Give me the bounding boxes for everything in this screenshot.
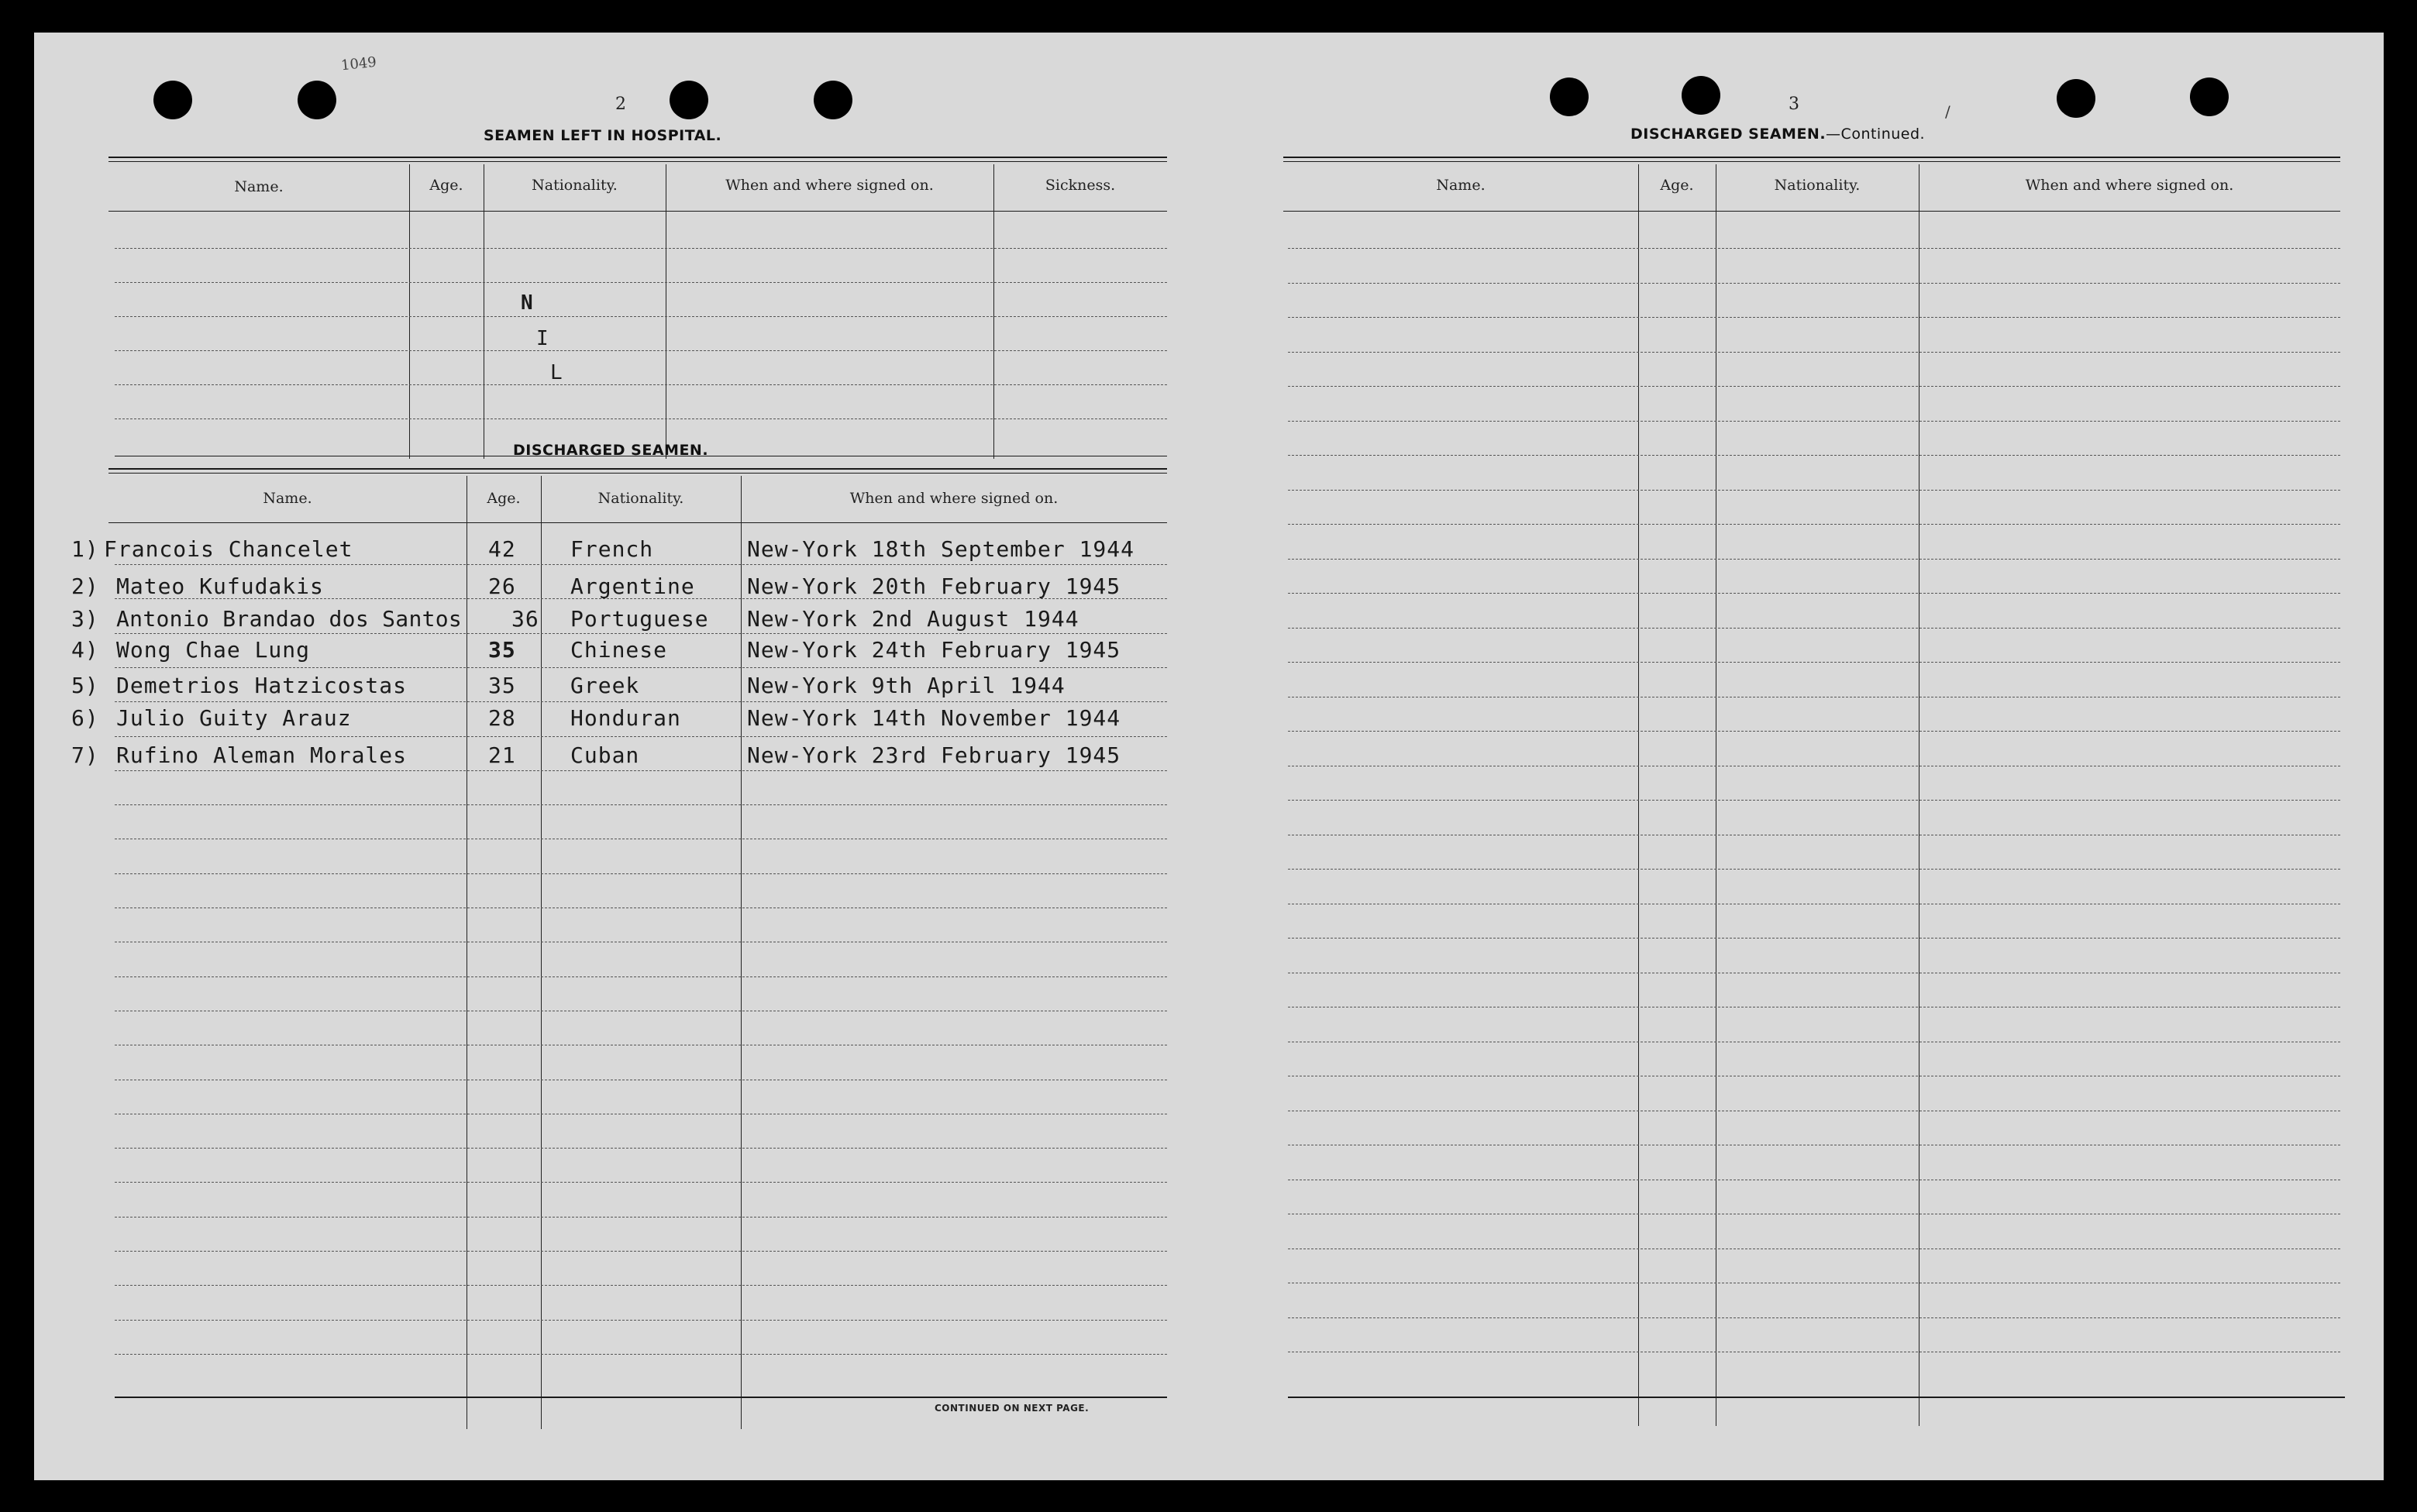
seaman-signed-on: New-York 2nd August 1944	[747, 606, 1079, 632]
entry-line	[1288, 869, 2340, 870]
entry-line	[1288, 1317, 2340, 1318]
discharged-header-nationality: Nationality.	[597, 490, 684, 507]
entry-line	[115, 564, 1167, 565]
hospital-header-nationality: Nationality.	[532, 177, 618, 194]
entry-line	[1288, 455, 2340, 456]
entry-line	[1288, 386, 2340, 387]
punch-hole	[814, 81, 852, 119]
entry-line	[1288, 938, 2340, 939]
seaman-nationality: Honduran	[570, 705, 681, 731]
seaman-nationality: Portuguese	[570, 606, 709, 632]
discharged-header-signed-on: When and where signed on.	[849, 490, 1059, 507]
discharged-top-rule-2	[108, 473, 1167, 474]
seaman-name: Julio Guity Arauz	[116, 705, 352, 731]
seaman-nationality: Greek	[570, 673, 640, 698]
hospital-entry-line	[115, 384, 1167, 385]
discharged-header-rule	[108, 522, 1167, 523]
right-header-age: Age.	[1660, 177, 1694, 194]
right-top-rule-2	[1283, 161, 2340, 162]
seaman-signed-on: New-York 14th November 1944	[747, 705, 1121, 731]
seaman-name: Rufino Aleman Morales	[116, 742, 408, 768]
tick-mark: /	[1945, 102, 1950, 121]
hospital-entry-line	[115, 282, 1167, 283]
right-bottom-rule	[1288, 1397, 2345, 1398]
punch-hole	[298, 81, 336, 119]
seaman-nationality: Cuban	[570, 742, 640, 768]
seaman-name: Francois Chancelet	[104, 536, 353, 562]
seaman-signed-on: New-York 20th February 1945	[747, 573, 1121, 599]
entry-line	[115, 1320, 1167, 1321]
punch-hole	[2190, 77, 2229, 116]
seaman-name: Mateo Kufudakis	[116, 573, 324, 599]
entry-line	[115, 976, 1167, 977]
entry-line	[1288, 524, 2340, 525]
seaman-signed-on: New-York 18th September 1944	[747, 536, 1135, 562]
entry-line	[1288, 800, 2340, 801]
row-number: 4)	[71, 637, 99, 663]
seaman-age: 42	[488, 536, 516, 562]
entry-line	[1288, 317, 2340, 318]
entry-line	[1288, 662, 2340, 663]
document-scan	[34, 33, 2384, 1480]
entry-line	[115, 770, 1167, 771]
nil-letter-i: I	[536, 327, 549, 350]
hospital-section-title: SEAMEN LEFT IN HOSPITAL.	[484, 127, 722, 144]
hospital-entry-line	[115, 316, 1167, 317]
entry-line	[1288, 421, 2340, 422]
punch-hole	[1550, 77, 1589, 116]
right-header-nationality: Nationality.	[1774, 177, 1861, 194]
seaman-name: Demetrios Hatzicostas	[116, 673, 408, 698]
row-number: 5)	[71, 673, 99, 698]
discharged-header-name: Name.	[263, 490, 312, 507]
right-col-divider	[1638, 164, 1639, 1426]
seaman-age: 35	[488, 637, 516, 663]
nil-letter-l: L	[550, 361, 563, 384]
seaman-signed-on: New-York 23rd February 1945	[747, 742, 1121, 768]
hospital-header-signed-on: When and where signed on.	[725, 177, 934, 194]
entry-line	[115, 804, 1167, 805]
seaman-age: 35	[488, 673, 516, 698]
right-section-title	[1630, 126, 1925, 143]
entry-line	[115, 1148, 1167, 1149]
discharged-header-age: Age.	[487, 490, 521, 507]
right-section-title-main: DISCHARGED SEAMEN.	[1630, 126, 1827, 143]
seaman-age: 21	[488, 742, 516, 768]
seaman-nationality: Argentine	[570, 573, 695, 599]
margin-note: 1049	[340, 53, 377, 74]
hospital-header-sickness: Sickness.	[1045, 177, 1116, 194]
page-number-right: 3	[1789, 95, 1799, 114]
punch-hole	[670, 81, 708, 119]
row-number: 7)	[71, 742, 99, 768]
row-number: 6)	[71, 705, 99, 731]
hospital-header-age: Age.	[429, 177, 463, 194]
entry-line	[1288, 283, 2340, 284]
entry-line	[115, 1354, 1167, 1355]
page-number-left: 2	[615, 95, 626, 114]
seaman-nationality: Chinese	[570, 637, 668, 663]
entry-line	[1288, 628, 2340, 629]
hospital-header-name: Name.	[234, 178, 284, 195]
discharged-bottom-rule	[115, 1397, 1167, 1398]
entry-line	[1288, 559, 2340, 560]
right-header-name: Name.	[1436, 177, 1486, 194]
entry-line	[115, 633, 1167, 634]
right-section-title-continued: —Continued.	[1826, 126, 1926, 143]
right-header-rule	[1283, 211, 2340, 212]
discharged-section-title: DISCHARGED SEAMEN.	[513, 442, 709, 459]
entry-line	[115, 667, 1167, 668]
hospital-top-rule-2	[108, 161, 1167, 162]
right-header-signed-on: When and where signed on.	[2025, 177, 2234, 194]
row-number: 2)	[71, 573, 99, 599]
right-top-rule	[1283, 157, 2340, 158]
seaman-nationality: French	[570, 536, 654, 562]
row-number: 1)	[71, 536, 99, 562]
seaman-signed-on: New-York 24th February 1945	[747, 637, 1121, 663]
discharged-col-divider	[541, 476, 542, 1429]
continued-footer: CONTINUED ON NEXT PAGE.	[935, 1403, 1090, 1414]
entry-line	[1288, 248, 2340, 249]
entry-line	[1288, 352, 2340, 353]
entry-line	[115, 873, 1167, 874]
seaman-age: 36	[511, 606, 539, 632]
entry-line	[115, 1217, 1167, 1218]
hospital-col-divider	[409, 164, 410, 459]
row-number: 3)	[71, 606, 99, 632]
hospital-header-rule	[108, 211, 1167, 212]
entry-line	[1288, 593, 2340, 594]
entry-line	[115, 1182, 1167, 1183]
entry-line	[115, 736, 1167, 737]
entry-line	[115, 701, 1167, 702]
seaman-age: 26	[488, 573, 516, 599]
discharged-top-rule	[108, 468, 1167, 470]
punch-hole	[2057, 79, 2095, 118]
punch-hole	[153, 81, 192, 119]
entry-line	[1288, 490, 2340, 491]
entry-line	[1288, 731, 2340, 732]
hospital-entry-line	[115, 350, 1167, 351]
hospital-entry-line	[115, 418, 1167, 419]
entry-line	[115, 1285, 1167, 1286]
seaman-name: Wong Chae Lung	[116, 637, 311, 663]
hospital-top-rule	[108, 157, 1167, 158]
discharged-col-divider	[741, 476, 742, 1429]
seaman-age: 28	[488, 705, 516, 731]
seaman-name: Antonio Brandao dos Santos	[116, 606, 463, 632]
hospital-col-divider	[993, 164, 994, 459]
nil-letter-n: N	[521, 291, 534, 315]
entry-line	[115, 1251, 1167, 1252]
punch-hole	[1682, 76, 1720, 115]
hospital-entry-line	[115, 248, 1167, 249]
seaman-signed-on: New-York 9th April 1944	[747, 673, 1066, 698]
